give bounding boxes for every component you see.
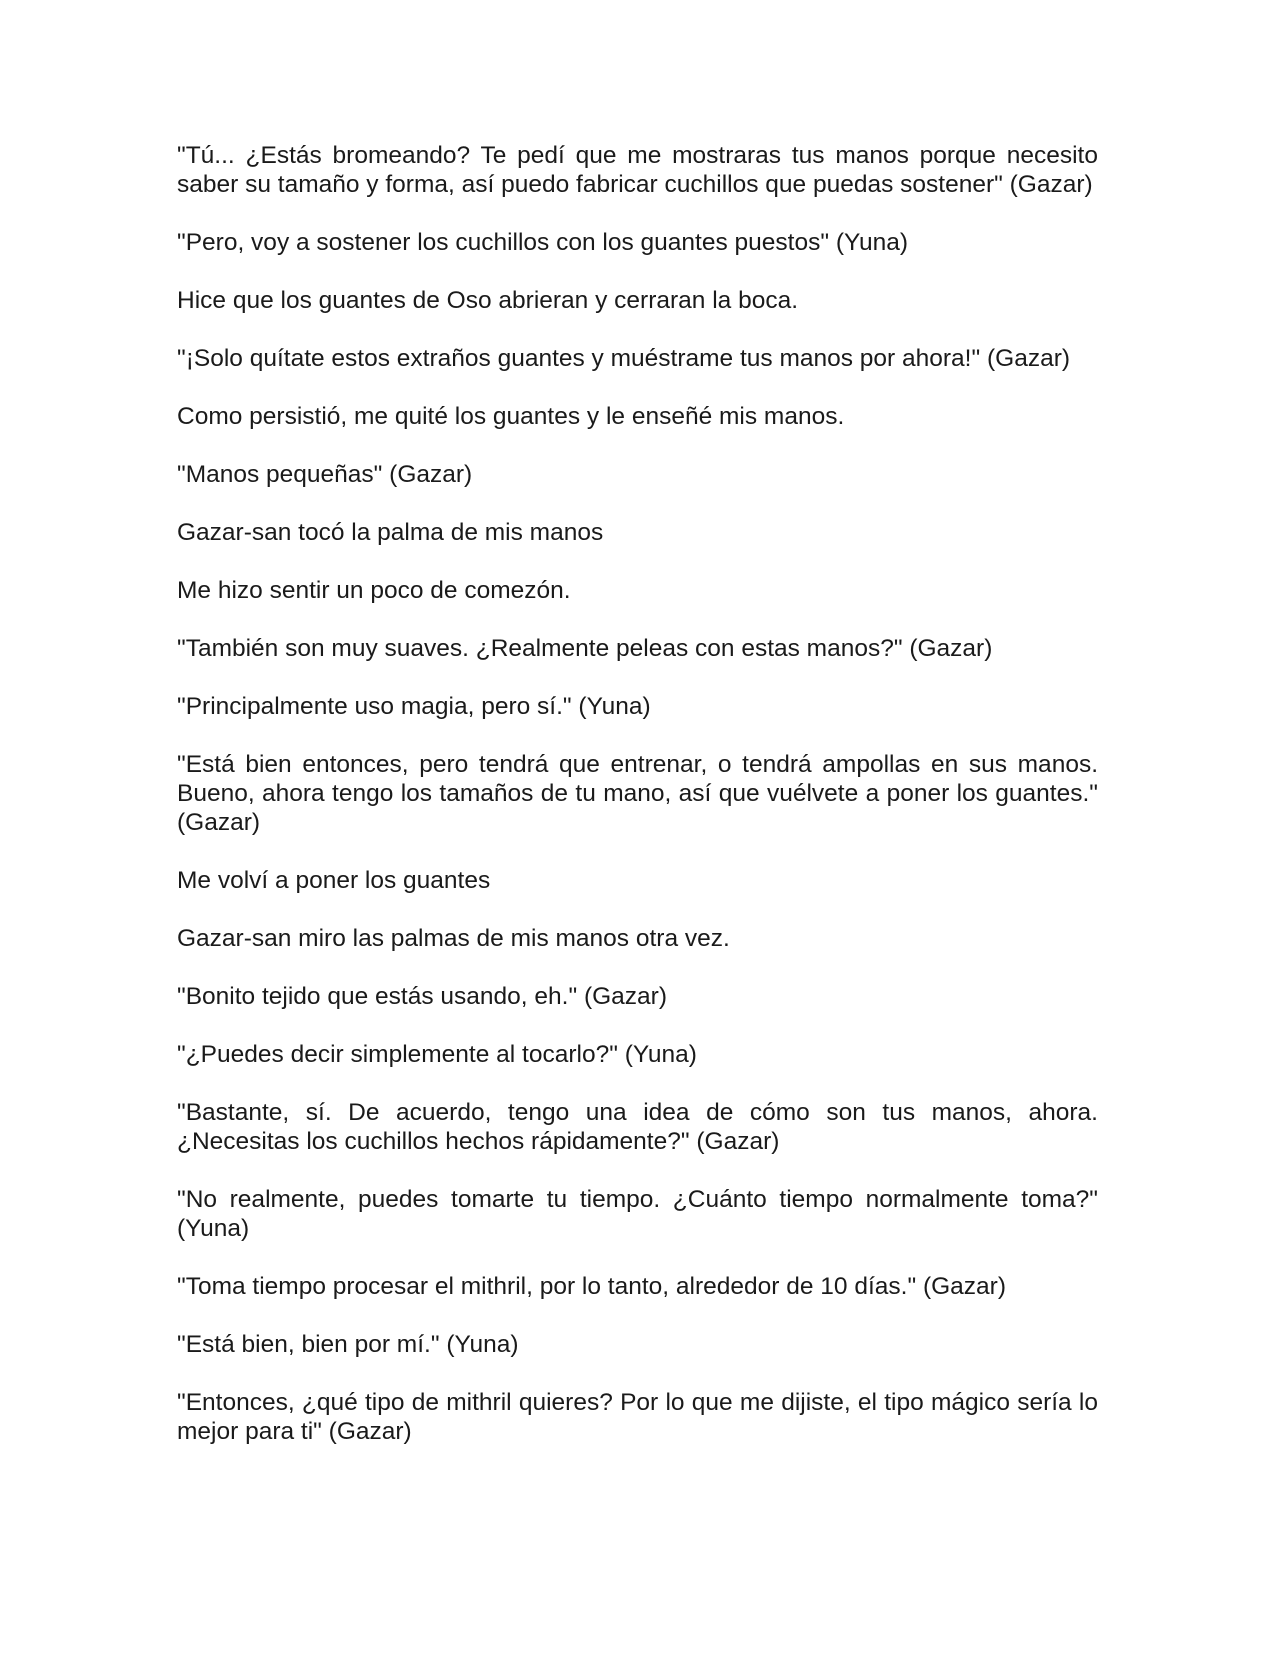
paragraph: Me hizo sentir un poco de comezón. [177,577,571,604]
paragraph: Me volví a poner los guantes [177,867,491,894]
paragraph: "Entonces, ¿qué tipo de mithril quieres? Por lo que me dijiste, el tipo mágico sería lo mejor para ti" (Gazar) [177,1389,1098,1445]
paragraph: Hice que los guantes de Oso abrieran y cerraran la boca. [177,287,799,314]
paragraph: "Pero, voy a sostener los cuchillos con los guantes puestos" (Yuna) [177,229,909,256]
paragraph: Como persistió, me quité los guantes y le enseñé mis manos. [177,403,845,430]
paragraph: "Está bien entonces, pero tendrá que entrenar, o tendrá ampollas en sus manos. Bueno, ahora tengo los tamaños de tu mano, así que vuélvete a poner los guantes." (Gazar) [177,751,1098,836]
paragraph: "También son muy suaves. ¿Realmente peleas con estas manos?" (Gazar) [177,635,993,662]
paragraph: Gazar-san miro las palmas de mis manos otra vez. [177,925,730,952]
paragraph: "Está bien, bien por mí." (Yuna) [177,1331,519,1358]
paragraph: "Bastante, sí. De acuerdo, tengo una idea de cómo son tus manos, ahora. ¿Necesitas los cuchillos hechos rápidamente?" (Gazar) [177,1099,1098,1155]
paragraph: "Principalmente uso magia, pero sí." (Yuna) [177,693,651,720]
document-page [177,141,1098,1475]
paragraph: "Manos pequeñas" (Gazar) [177,461,473,488]
paragraph: "¿Puedes decir simplemente al tocarlo?" (Yuna) [177,1041,697,1068]
paragraph: "¡Solo quítate estos extraños guantes y muéstrame tus manos por ahora!" (Gazar) [177,345,1071,372]
paragraph: Gazar-san tocó la palma de mis manos [177,519,604,546]
paragraph: "Tú... ¿Estás bromeando? Te pedí que me mostraras tus manos porque necesito saber su tamaño y forma, así puedo fabricar cuchillos que puedas sostener" (Gazar) [177,142,1098,198]
paragraph: "Toma tiempo procesar el mithril, por lo tanto, alrededor de 10 días." (Gazar) [177,1273,1006,1300]
paragraph: "Bonito tejido que estás usando, eh." (Gazar) [177,983,667,1010]
paragraph: "No realmente, puedes tomarte tu tiempo. ¿Cuánto tiempo normalmente toma?" (Yuna) [177,1186,1098,1242]
